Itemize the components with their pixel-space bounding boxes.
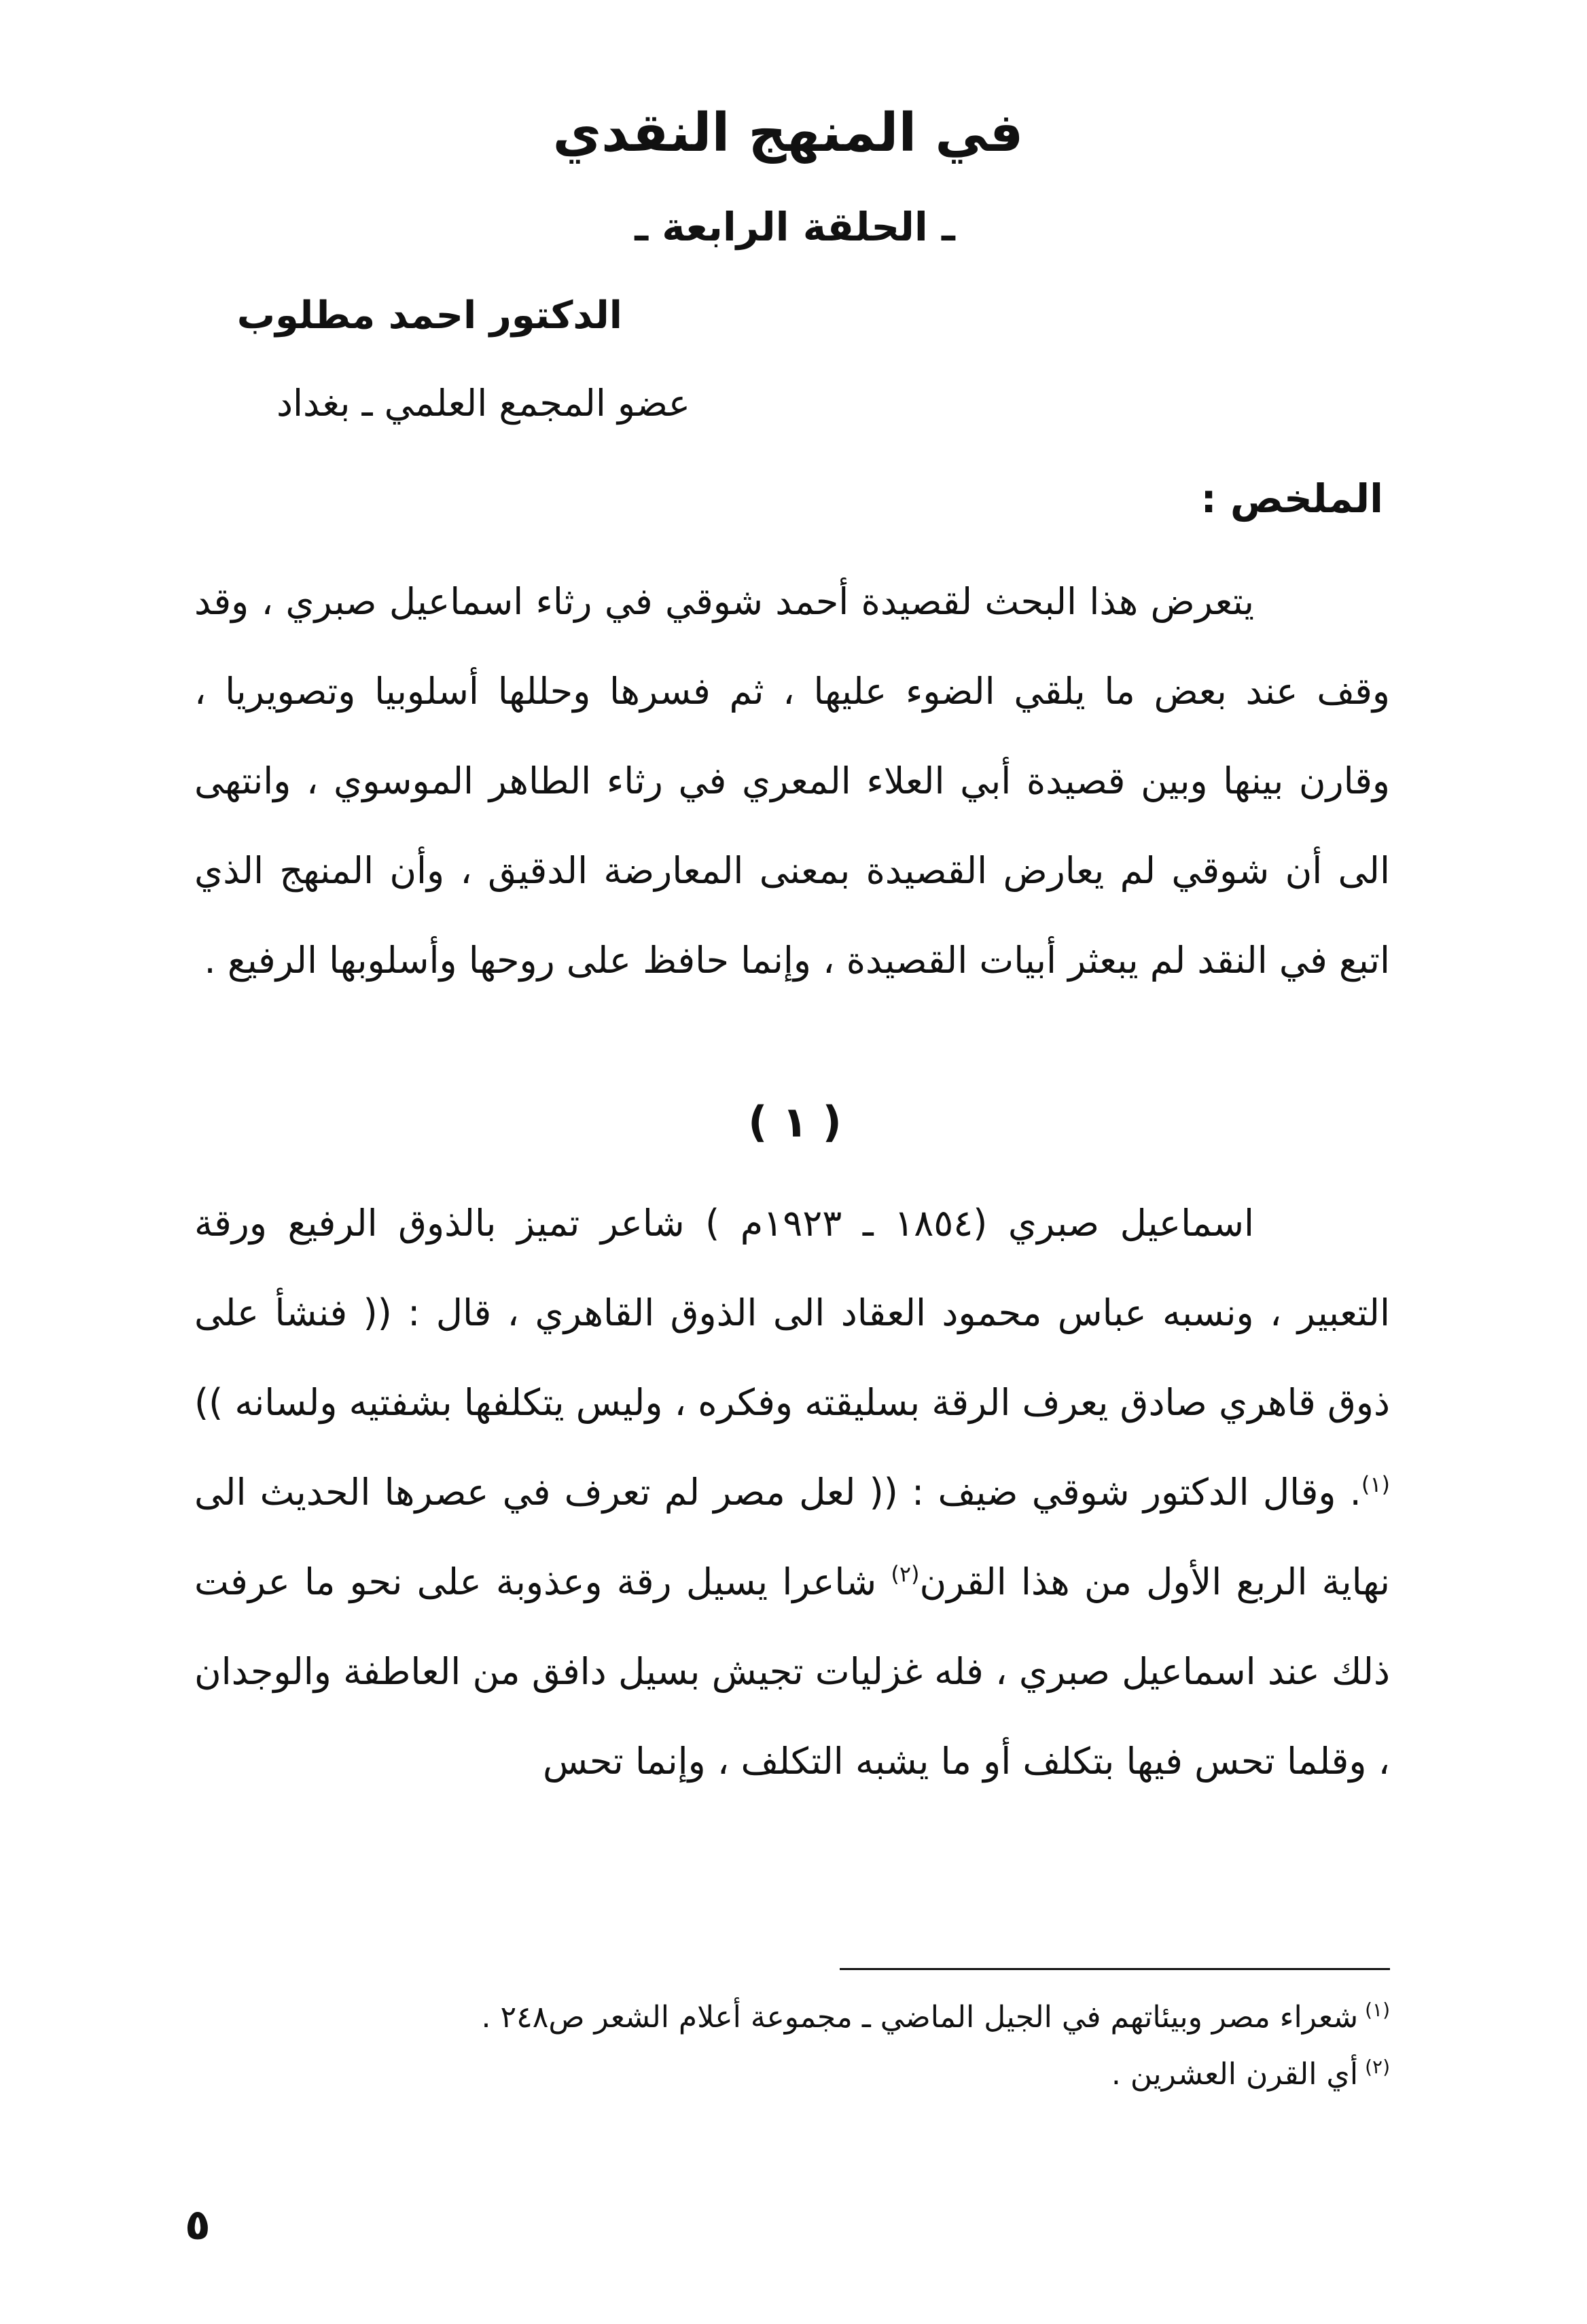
paragraph-text-part-1: اسماعيل صبري (١٨٥٤ ـ ١٩٢٣م ) شاعر تميز بالذوق الرفيع ورقة التعبير ، ونسبه عباس محمود العقاد الى الذوق القاهري ، قال : (( فنشأ على ذوق قاهري صادق يعرف الرقة بسليقته وفكره ، وليس يتكلفها بشفتيه ولسانه )) — [194, 1202, 1390, 1424]
footnote-text: أي القرن العشرين . — [1111, 2057, 1359, 2092]
article-title: في المنهج النقدي — [552, 103, 1024, 164]
footnote-1 — [194, 1989, 1390, 2046]
footnote-reference-1: (١) — [1361, 1471, 1390, 1497]
abstract-heading: الملخص : — [1200, 476, 1383, 522]
paragraph-text-part-3: شاعرا يسيل رقة وعذوبة على نحو ما عرفت ذلك عند اسماعيل صبري ، فله غزليات تجيش بسيل دافق من العاطفة والوجدان ، وقلما تحس فيها بتكلف أو ما يشبه التكلف ، وإنما تحس — [194, 1560, 1390, 1783]
footnote-text: شعراء مصر وبيئاتهم في الجيل الماضي ـ مجموعة أعلام الشعر ص٢٤٨ . — [481, 2000, 1359, 2035]
page-number: ٥ — [185, 2200, 211, 2249]
footnote-2 — [194, 2046, 1390, 2103]
section-paragraph — [194, 1179, 1390, 1806]
paragraph-text-part-2: . وقال الدكتور شوقي ضيف : (( لعل مصر لم تعرف في عصرها الحديث الى نهاية الربع الأول من هذا القرن — [194, 1471, 1391, 1603]
author-name: الدكتور احمد مطلوب — [236, 293, 622, 338]
abstract-paragraph: يتعرض هذا البحث لقصيدة أحمد شوقي في رثاء اسماعيل صبري ، وقد وقف عند بعض ما يلقي الضوء عليها ، ثم فسرها وحللها أسلوبيا وتصويريا ، وقارن بينها وبين قصيدة أبي العلاء المعري في رثاء الطاهر الموسوي ، وانتهى الى أن شوقي لم يعارض القصيدة بمعنى المعارضة الدقيق ، وأن المنهج الذي اتبع في النقد لم يبعثر أبيات القصيدة ، وإنما حافظ على روحها وأسلوبها الرفيع . — [194, 580, 1390, 982]
section-number: ( ١ ) — [748, 1097, 842, 1147]
footnote-separator — [840, 1968, 1390, 1970]
abstract-body — [194, 557, 1390, 1005]
article-subtitle: ـ الحلقة الرابعة ـ — [635, 204, 955, 250]
author-affiliation: عضو المجمع العلمي ـ بغداد — [276, 382, 690, 425]
footnotes — [194, 1989, 1390, 2103]
footnote-mark: (٢) — [1365, 2056, 1390, 2079]
footnote-mark: (١) — [1365, 1999, 1390, 2022]
footnote-reference-2: (٢) — [891, 1561, 920, 1587]
section-body — [194, 1179, 1390, 1806]
